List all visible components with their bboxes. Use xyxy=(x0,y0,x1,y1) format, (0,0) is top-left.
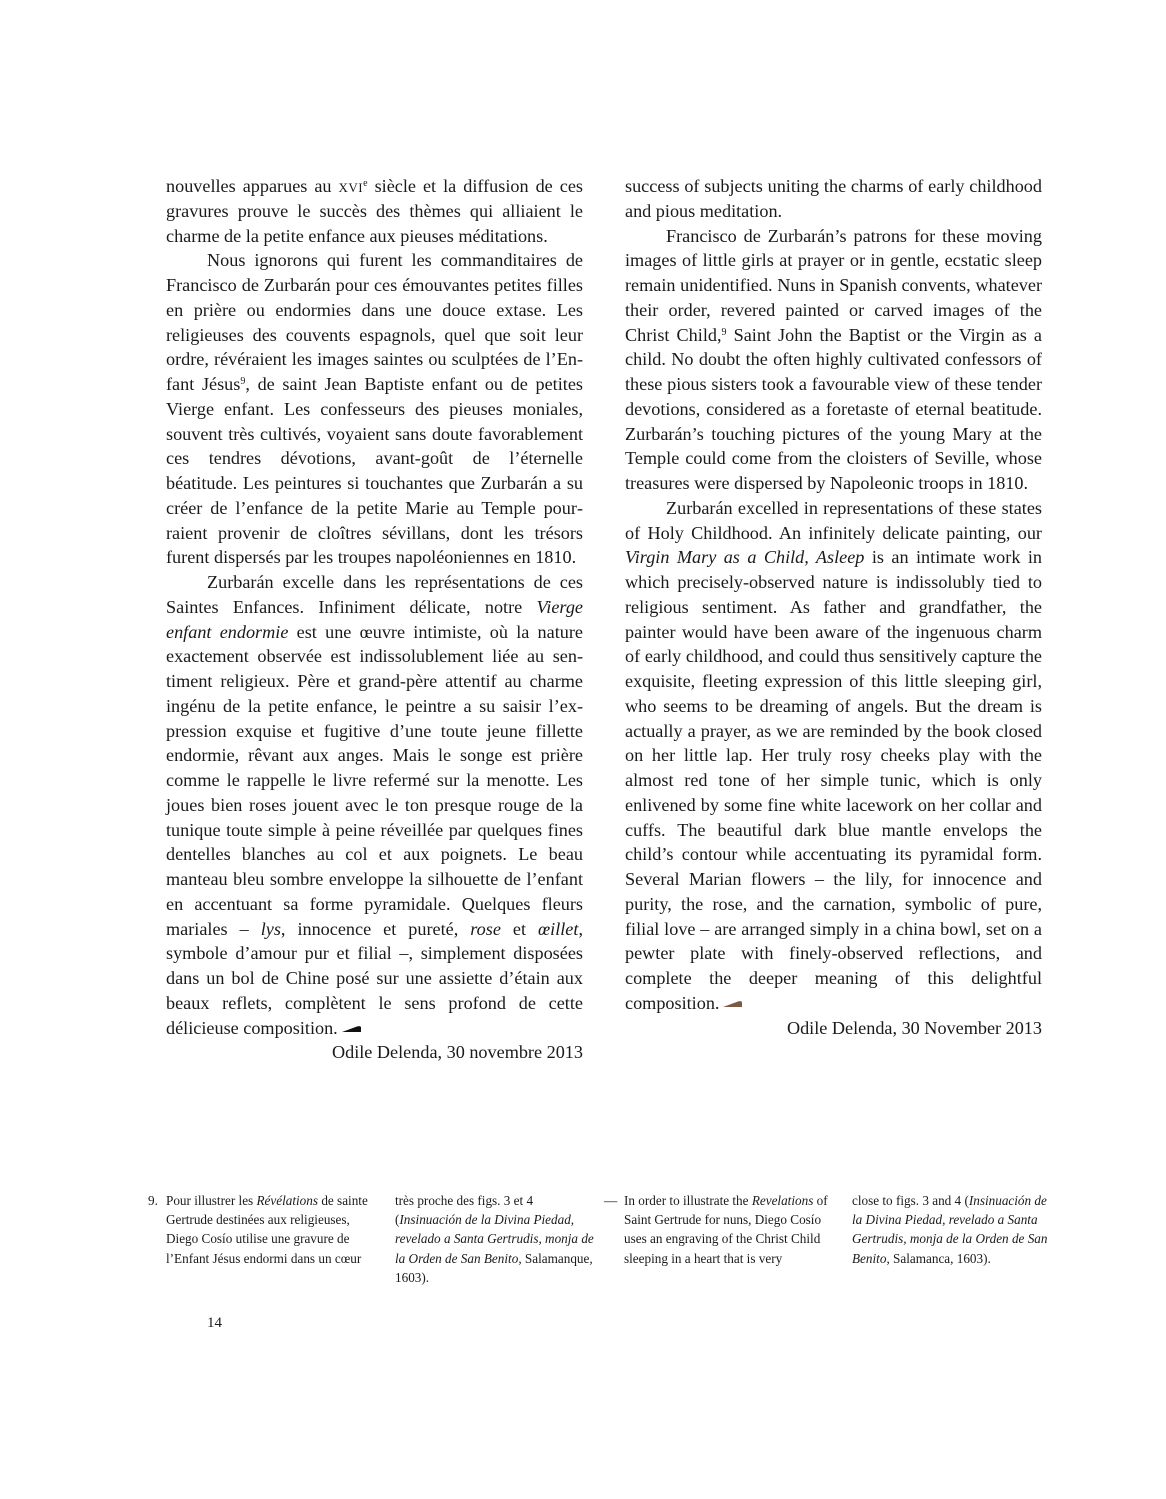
english-text-column xyxy=(625,174,1042,1040)
french-paragraph-1 xyxy=(166,174,583,248)
italic-term: lys xyxy=(260,918,281,939)
french-paragraph-2 xyxy=(166,248,583,570)
text-run: , de saint Jean Baptiste enfant ou de petites Vierge enfant. Les confesseurs des pieuses moniales, souvent très cultivés, voyaient sans doute favorablement ces tendres dévotions, avant-goût de l’éternelle béatitude. Les peintures si touchantes que Zurbarán a su créer de l’enfance de la petite Marie au Temple pourraient provenir de cloîtres sévillans, dont les trésors furent dispersés par les troupes napoléoniennes en 1810. xyxy=(166,374,583,568)
text-run: is an intimate work in which precisely-observed nature is indissolubly tied to religious sentiment. As father and grandfather, the painter would have been aware of the ingenuous charm of early childhood, and could thus sensitively capture the exquisite, fleeting expression of this little sleeping girl, who seems to be dreaming of angels. But the dream is actually a prayer, as we are reminded by the book closed on her little lap. Her truly rosy cheeks play with the almost red tone of her simple tunic, which is only enlivened by some fine white lacework on her collar and cuffs. The beautiful dark blue mantle envelops the child’s contour while accentuating its pyramidal form. Several Marian flowers – the lily, for innocence and purity, the rose, and the carnation, symbolic of pure, filial love – are arranged simply in a china bowl, set on a pewter plate with finely-observed reflections, and complete the deeper meaning of this delightful composition. xyxy=(625,547,1042,1013)
footnote-text xyxy=(852,1191,1052,1268)
text-run: siècle et la diffusion de ces gravures prouve le succès des thèmes qui alliaient le charme de la petite enfance aux pieuses méditations. xyxy=(166,176,583,246)
century-numeral: xvi xyxy=(338,176,364,196)
footnote-text xyxy=(624,1191,839,1268)
french-signature: Odile Delenda, 30 novembre 2013 xyxy=(331,1042,583,1063)
superscript: e xyxy=(363,178,368,189)
italic-term: œillet xyxy=(538,918,579,939)
text-run: Zurbarán excelled in representations of these states of Holy Childhood. An infinitely delicate painting, our xyxy=(625,497,1042,543)
italic-title: Insinuación de la Divina Piedad, revelado a Santa Gertrudis, monja de la Orden de San Benito xyxy=(395,1212,594,1266)
text-run: close to figs. 3 and 4 ( xyxy=(852,1193,969,1208)
footnote-french-part-2 xyxy=(395,1191,595,1287)
italic-term: rose xyxy=(470,918,501,939)
footnote-english-part-2 xyxy=(852,1191,1052,1268)
text-run: très proche des figs. 3 et 4 ( xyxy=(395,1193,534,1228)
end-of-text-mark-icon xyxy=(723,1000,743,1008)
text-run: Saint John the Baptist or the Virgin as a child. No doubt the often highly cultivated confessors of these pious sisters took a favourable view of these tender devotions, considered as a foretaste of eternal beatitude. Zurbarán’s touching pictures of the young Mary at the Temple could come from the cloisters of Seville, whose treasures were dispersed by Napoleonic troops in 1810. xyxy=(625,324,1043,493)
english-paragraph-1: success of subjects uniting the charms of early childhood and pious meditation. xyxy=(625,176,1042,221)
page-number: 14 xyxy=(207,1315,222,1331)
text-run: est une œuvre intimiste, où la nature exactement observée est indissolublement liée au sentiment religieux. Père et grand-père attentif au charme ingénu de la petite enfance, le peintre a su saisir l’expression exquise et fugitive d’une toute jeune fillette endormie, rêvant aux anges. Mais le songe est prière comme le rappelle le livre refermé sur la menotte. Les joues bien roses jouent avec le ton presque rouge de la tunique toute simple à peine réveillée par quelques fines dentelles blanches au col et aux poignets. Le beau manteau bleu sombre enveloppe la silhouette de l’enfant en accentuant sa forme pyramidale. Quelques fleurs mariales – xyxy=(166,621,584,939)
footnote-text xyxy=(395,1191,595,1287)
text-run: of Saint Gertrude for nuns, Diego Cosío uses an engraving of the Christ Child sleeping in a heart that is very xyxy=(624,1193,828,1266)
text-run: In order to illustrate the xyxy=(624,1193,752,1208)
italic-title: Revelations xyxy=(751,1193,814,1208)
footnote-reference: 9 xyxy=(240,376,246,387)
text-run: de sainte Gertrude destinées aux religieuses, Diego Cosío utilise une gravure de l’Enfant Jésus endormi dans un cœur xyxy=(166,1193,368,1266)
english-paragraph-3 xyxy=(625,496,1042,1016)
italic-title: Révélations xyxy=(256,1193,319,1208)
french-text-column xyxy=(166,174,583,1065)
text-run: Francisco de Zurbarán’s patrons for these moving images of little girls at prayer or in gentle, ecstatic sleep remain unidentified. Nuns in Spanish convents, whatever their order, revered painted or carved images of the Christ Child, xyxy=(625,225,1042,345)
footnote-reference: 9 xyxy=(721,326,727,338)
footnote-text xyxy=(166,1191,381,1268)
footnote-english-part-1 xyxy=(604,1191,839,1268)
italic-title: Insinuación de la Divina Piedad, revelado a Santa Gertrudis, monja de la Orden de San Benito xyxy=(852,1193,1048,1266)
artwork-title: Vierge enfant endormie xyxy=(166,596,583,642)
french-paragraph-3 xyxy=(166,570,583,1040)
footnote-dash: — xyxy=(604,1193,618,1208)
text-run: et xyxy=(500,918,539,939)
text-run: Nous ignorons qui furent les commanditaires de Francisco de Zurbarán pour ces émouvantes petites filles en prière ou endormies dans une douce extase. Les religieuses des couvents espagnols, quel que soit leur ordre, révéraient les images saintes ou sculptées de l’Enfant Jésus xyxy=(166,250,583,394)
text-run: , symbole d’amour pur et filial –, simplement disposées dans un bol de Chine posé sur une assiette d’étain aux beaux reflets, complètent le sens profond de cette délicieuse composition. xyxy=(166,918,583,1038)
text-run: , Salamanque, 1603). xyxy=(395,1250,593,1285)
text-run: , Salamanca, 1603). xyxy=(886,1250,991,1266)
english-signature: Odile Delenda, 30 November 2013 xyxy=(786,1017,1042,1038)
text-run: , innocence et pureté, xyxy=(280,918,471,939)
text-run: nouvelles apparues au xyxy=(166,176,339,196)
end-of-text-mark-icon xyxy=(342,1025,362,1033)
footnote-number: 9. xyxy=(148,1193,158,1208)
text-run: Pour illustrer les xyxy=(166,1193,257,1208)
footnote-french-part-1 xyxy=(148,1191,381,1268)
english-paragraph-2 xyxy=(625,224,1042,496)
text-run: Zurbarán excelle dans les représentations de ces Saintes Enfances. Infiniment délicate, notre xyxy=(166,572,583,617)
artwork-title: Virgin Mary as a Child, Asleep xyxy=(625,547,865,568)
